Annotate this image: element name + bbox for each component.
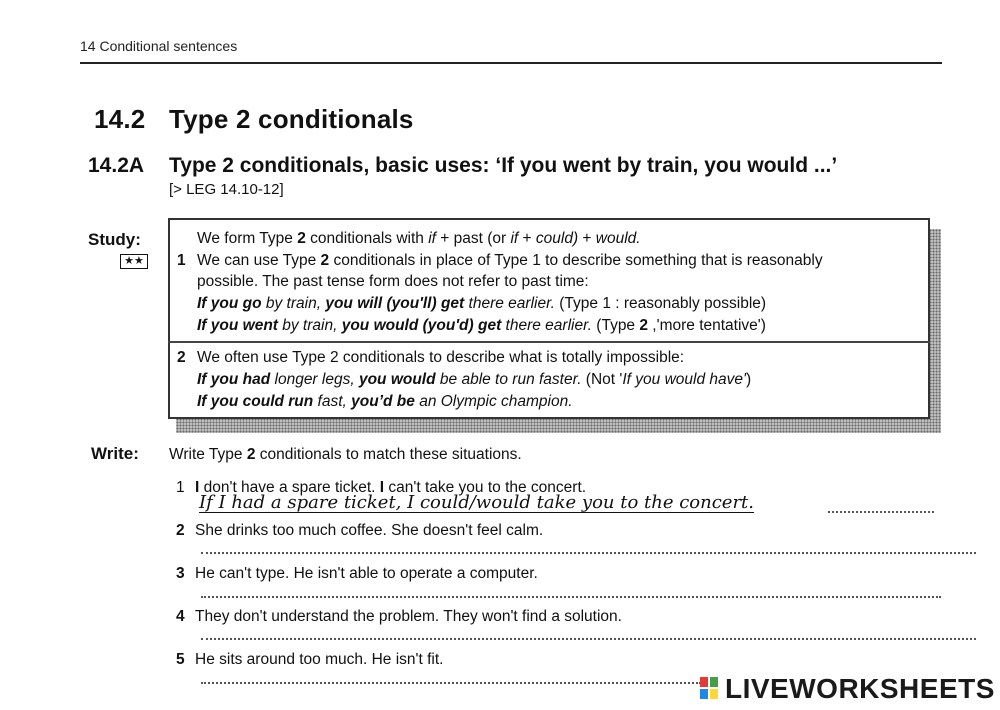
exercise-item-4-number: 4 (176, 608, 185, 625)
exercise-item-2-prompt: She drinks too much coffee. She doesn't feel calm. (195, 522, 544, 539)
study-point-1-text: We can use Type 2 conditionals in place of Type 1 to describe something that is reasonably (197, 252, 823, 269)
section-title: Type 2 conditionals (169, 104, 414, 134)
study-point-1-text-cont: possible. The past tense form does not refer to past time: (197, 273, 589, 290)
study-point-2-text: We often use Type 2 conditionals to describe what is totally impossible: (197, 349, 685, 366)
liveworksheets-logo-icon (700, 677, 720, 701)
subsection-number: 14.2A (88, 154, 145, 177)
liveworksheets-logo-text: LIVEWORKSHEETS (725, 673, 995, 704)
study-point-2-example-2: If you could run fast, you’d be an Olympic champion. (197, 393, 573, 410)
exercise-item-5-answer-field[interactable] (201, 682, 701, 684)
study-point-2-number: 2 (177, 349, 186, 366)
exercise-item-4-prompt: They don't understand the problem. They won't find a solution. (195, 608, 622, 625)
write-instruction: Write Type 2 conditionals to match these situations. (169, 446, 522, 463)
write-label: Write: (91, 444, 139, 463)
study-point-1-example-2: If you went by train, you would (you'd) get there earlier. (Type 2 ,'more tentative') (197, 317, 766, 334)
exercise-item-3-number: 3 (176, 565, 185, 582)
exercise-item-4-answer-field[interactable] (201, 638, 976, 640)
exercise-item-1-prompt: I don't have a spare ticket. I can't take you to the concert. (195, 479, 587, 496)
exercise-item-3-answer-field[interactable] (201, 596, 941, 598)
subsection-title: Type 2 conditionals, basic uses: ‘If you went by train, you would ...’ (169, 154, 838, 177)
exercise-item-5-prompt: He sits around too much. He isn't fit. (195, 651, 444, 668)
difficulty-stars-icon: ★★ (120, 254, 148, 269)
study-label: Study: (88, 230, 141, 249)
running-head: 14 Conditional sentences (80, 38, 238, 54)
study-point-2-example-1: If you had longer legs, you would be able to run faster. (Not 'If you would have') (197, 371, 752, 388)
exercise-item-2-number: 2 (176, 522, 185, 539)
exercise-item-5-number: 5 (176, 651, 185, 668)
exercise-item-2-answer-field[interactable] (201, 552, 976, 554)
section-number: 14.2 (94, 104, 146, 134)
exercise-item-1-answer-line (828, 511, 934, 513)
exercise-item-3-prompt: He can't type. He isn't able to operate a computer. (195, 565, 538, 582)
exercise-item-1-number: 1 (176, 479, 185, 496)
study-box-divider (168, 341, 930, 343)
exercise-item-1-answer: If I had a spare ticket, I could/would take you to the concert. (199, 492, 755, 513)
grammar-reference: [> LEG 14.10-12] (169, 181, 284, 198)
header-rule (80, 62, 942, 64)
study-point-1-number: 1 (177, 252, 186, 269)
study-point-1-example-1: If you go by train, you will (you'll) get there earlier. (Type 1 : reasonably possible) (197, 295, 767, 312)
study-intro: We form Type 2 conditionals with if + past (or if + could) + would. (197, 230, 641, 247)
liveworksheets-logo (700, 674, 995, 704)
